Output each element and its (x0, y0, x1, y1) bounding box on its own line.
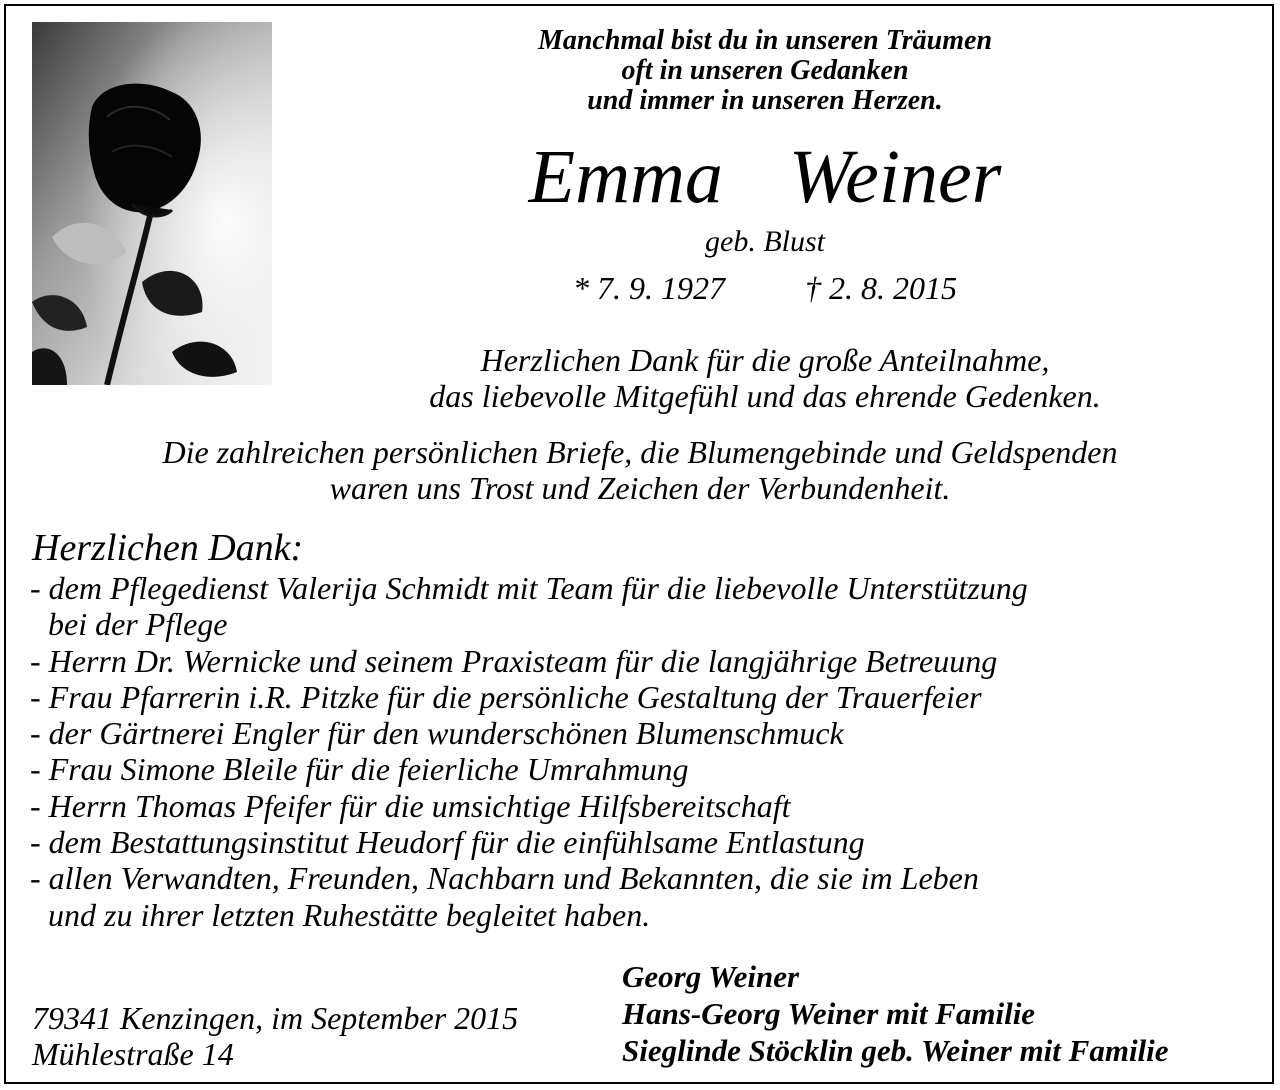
motto-line: oft in unseren Gedanken (621, 55, 909, 86)
birth-date: * 7. 9. 1927 (573, 270, 725, 306)
birth-name: geb. Blust (705, 225, 825, 258)
list-item-continuation: und zu ihrer letzten Ruhestätte begleitet haben. (48, 896, 651, 933)
thanks-line: das liebevolle Mitgefühl und das ehrende Gedenken. (429, 378, 1101, 414)
signer: Hans-Georg Weiner mit Familie (622, 996, 1036, 1031)
thanks-line: Herzlichen Dank für die große Anteilnahme, (480, 342, 1050, 378)
motto-line: Manchmal bist du in unseren Träumen (537, 25, 993, 56)
memorial-motto (300, 26, 1230, 116)
list-item: - Herrn Dr. Wernicke und seinem Praxisteam für die langjährige Betreuung (30, 642, 998, 679)
list-item: - allen Verwandten, Freunden, Nachbarn und Bekannten, die sie im Leben (30, 860, 979, 897)
life-dates (300, 266, 1230, 310)
signer: Georg Weiner (622, 959, 800, 994)
death-date: † 2. 8. 2015 (805, 270, 957, 306)
letters-thanks (20, 434, 1260, 506)
motto-line: und immer in unseren Herzen. (587, 85, 943, 116)
place-and-address (32, 1000, 518, 1072)
place-date: 79341 Kenzingen, im September 2015 (32, 1000, 519, 1036)
thanks-line: Die zahlreichen persönlichen Briefe, die Blumengebinde und Geldspenden (162, 434, 1118, 470)
list-item: - Frau Pfarrerin i.R. Pitzke für die persönliche Gestaltung der Trauerfeier (30, 678, 982, 715)
list-item: - der Gärtnerei Engler für den wunderschönen Blumenschmuck (30, 715, 844, 752)
list-item: - dem Pflegedienst Valerija Schmidt mit Team für die liebevolle Unterstützung (30, 570, 1028, 606)
black-rose-icon (32, 22, 272, 385)
thanks-line: waren uns Trost und Zeichen der Verbundenheit. (329, 470, 951, 506)
list-item: - Frau Simone Bleile für die feierliche Umrahmung (30, 751, 689, 788)
list-item: - Herrn Thomas Pfeifer für die umsichtige Hilfsbereitschaft (30, 787, 791, 824)
list-item: - dem Bestattungsinstitut Heudorf für die einfühlsame Entlastung (30, 824, 865, 861)
street-address: Mühlestraße 14 (32, 1036, 234, 1072)
signer: Sieglinde Stöcklin geb. Weiner mit Familie (622, 1033, 1169, 1068)
deceased-name: Emma Weiner (528, 135, 1002, 219)
thanks-list-title: Herzlichen Dank: (32, 527, 304, 569)
thanks-list (30, 570, 1028, 933)
general-thanks (260, 342, 1270, 414)
list-item-continuation: bei der Pflege (48, 606, 228, 643)
rose-photo (32, 22, 272, 385)
signers (622, 958, 1169, 1069)
